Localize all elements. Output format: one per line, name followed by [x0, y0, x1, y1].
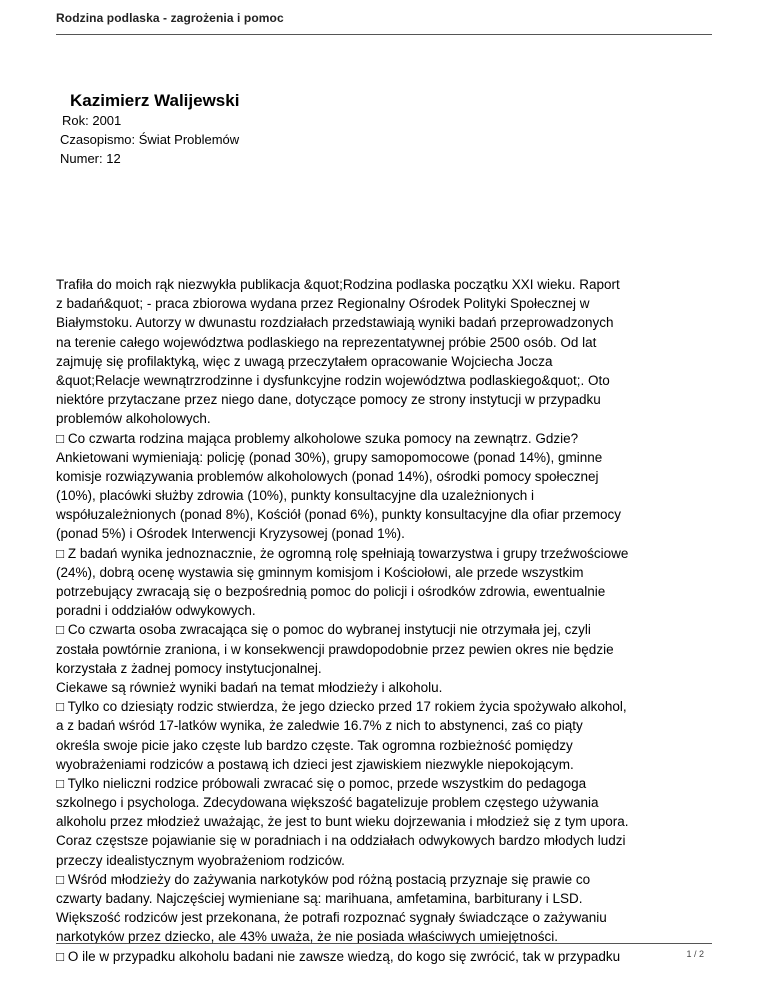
body-line: potrzebujący zwracają się o bezpośrednią pomoc do policji i ośrodków zdrowia, ewentualnie [56, 584, 606, 599]
author-name: Kazimierz Walijewski [70, 91, 240, 110]
body-line: Białymstoku. Autorzy w dwunastu rozdziałach przedstawiają wyniki badań przeprowadzonych [56, 315, 614, 331]
body-line: Większość rodziców jest przekonana, że potrafi rozpoznać sygnały świadczące o zażywaniu [56, 910, 607, 926]
body-line: współuzależnionych (ponad 8%), Kościół (ponad 6%), punkty konsultacyjne dla ofiar przemocy [56, 507, 622, 523]
body-line: Ankietowani wymieniają: policję (ponad 30%), grupy samopomocowe (ponad 14%), gminne [56, 449, 603, 465]
body-line: komisje rozwiązywania problemów alkoholowych (ponad 14%), ośrodki pomocy społecznej [56, 468, 599, 484]
body-line: wyobrażeniami rodziców a postawą ich dzieci jest zjawiskiem niezwykle niepokojącym. [56, 756, 574, 772]
body-line: korzystała z żadnej pomocy instytucjonalnej. [56, 660, 322, 676]
article-meta [60, 111, 239, 168]
body-line: na terenie całego województwa podlaskiego na reprezentatywnej próbie 2500 osób. Od lat [56, 334, 597, 350]
body-line: alkoholu przez młodzież uważając, że jest to bunt wieku dojrzewania i młodzież się z tym upora. [56, 814, 629, 830]
article-body [56, 275, 716, 966]
body-line: □ Tylko co dziesiąty rodzic stwierdza, że jego dziecko przed 17 rokiem życia spożywało alkohol, [56, 699, 627, 715]
body-line: została powtórnie zraniona, i w konsekwencji prawdopodobnie przez pewien okres nie będzie [56, 641, 614, 657]
body-line: (ponad 5%) i Ośrodek Interwencji Kryzysowej (ponad 1%). [56, 526, 405, 542]
body-line: czwarty badany. Najczęściej wymieniane są: marihuana, amfetamina, barbiturany i LSD. [56, 891, 583, 906]
meta-journal: Czasopismo: Świat Problemów [60, 132, 240, 147]
body-line: Ciekawe są również wyniki badań na temat młodzieży i alkoholu. [56, 679, 443, 695]
meta-issue: Numer: 12 [60, 151, 121, 166]
body-line: □ Wśród młodzieży do zażywania narkotyków pod różną postacią przyznaje się prawie co [56, 871, 591, 887]
page-number: 1 / 2 [686, 949, 704, 959]
body-line: niektóre przytaczane przez niego dane, dotyczące pomocy ze strony instytucji w przypadku [56, 392, 601, 408]
footer-divider [56, 943, 712, 944]
body-line: □ O ile w przypadku alkoholu badani nie zawsze wiedzą, do kogo się zwrócić, tak w przypadku [56, 948, 621, 964]
header-divider [56, 34, 712, 35]
body-line: □ Z badań wynika jednoznacznie, że ogromną rolę spełniają towarzystwa i grupy trzeźwościowe [56, 545, 629, 561]
body-line: □ Co czwarta rodzina mająca problemy alkoholowe szuka pomocy na zewnątrz. Gdzie? [56, 430, 579, 446]
body-line: (24%), dobrą ocenę wystawia się gminnym komisjom i Kościołowi, ale przede wszystkim [56, 564, 584, 580]
body-line: szkolnego i psychologa. Zdecydowana większość bagatelizuje problem częstego używania [56, 795, 599, 811]
body-line: Trafiła do moich rąk niezwykła publikacja &quot;Rodzina podlaska początku XXI wieku. Raport [56, 277, 620, 292]
body-line: □ Tylko nieliczni rodzice próbowali zwracać się o pomoc, przede wszystkim do pedagoga [56, 775, 587, 791]
body-line: problemów alkoholowych. [56, 411, 211, 427]
body-line: a z badań wśród 17-latków wynika, że zaledwie 16.7% z nich to abstynenci, zaś co piąty [56, 718, 583, 734]
body-line: określa swoje picie jako częste lub bardzo częste. Tak ogromna rozbieżność pomiędzy [56, 737, 573, 753]
body-line: narkotyków przez dziecko, ale 43% uważa, że nie posiada właściwych umiejętności. [56, 929, 558, 945]
body-line: zajmuję się profilaktyką, więc z uwagą przeczytałem opracowanie Wojciecha Jocza [56, 353, 553, 369]
body-line: (10%), placówki służby zdrowia (10%), punkty konsultacyjne dla uzależnionych i [56, 488, 534, 504]
body-line: □ Co czwarta osoba zwracająca się o pomoc do wybranej instytucji nie otrzymała jej, czyli [56, 622, 591, 638]
body-line: przeczy idealistycznym wyobrażeniom rodziców. [56, 852, 345, 868]
meta-year: Rok: 2001 [62, 113, 122, 128]
body-line: z badań&quot; - praca zbiorowa wydana przez Regionalny Ośrodek Polityki Społecznej w [56, 296, 590, 312]
body-line: poradni i oddziałów odwykowych. [56, 603, 256, 619]
body-line: &quot;Relacje wewnątrzrodzinne i dysfunkcyjne rodzin województwa podlaskiego&quot;. Oto [56, 372, 610, 388]
body-line: Coraz częstsze pojawianie się w poradniach i na oddziałach odwykowych bardzo młodych ludzi [56, 833, 626, 849]
page-header-title: Rodzina podlaska - zagrożenia i pomoc [56, 11, 284, 25]
